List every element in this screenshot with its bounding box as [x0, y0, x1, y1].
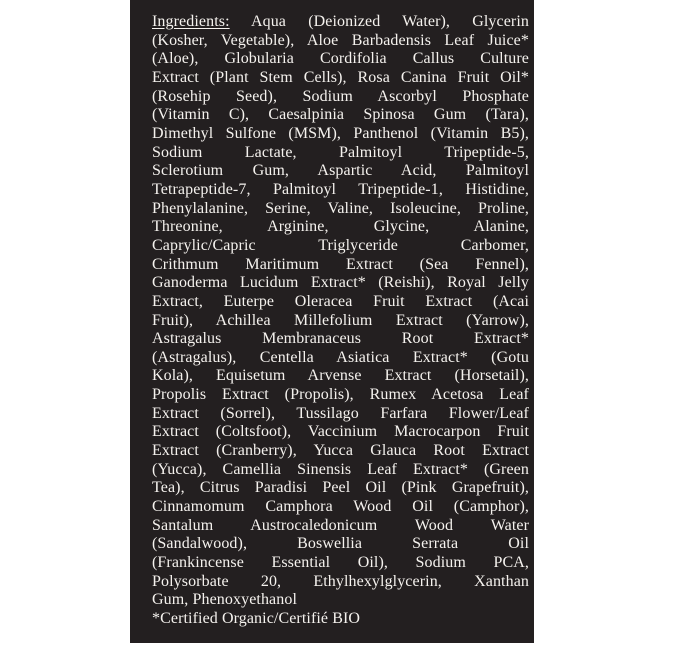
- ingredient-line: (Aloe), Globularia Cordifolia Callus Culture: [152, 50, 529, 68]
- ingredient-line: Gum, Phenoxyethanol: [152, 591, 297, 609]
- ingredient-line: (Vitamin C), Caesalpinia Spinosa Gum (Tara),: [152, 106, 529, 124]
- ingredient-line: (Yucca), Camellia Sinensis Leaf Extract* (Green: [152, 460, 529, 478]
- ingredient-line: Caprylic/Capric Triglyceride Carbomer,: [152, 236, 529, 254]
- ingredient-line: Tea), Citrus Paradisi Peel Oil (Pink Grapefruit),: [152, 479, 529, 497]
- ingredient-line: [152, 13, 529, 32]
- ingredient-line: Fruit), Achillea Millefolium Extract (Yarrow),: [152, 311, 529, 329]
- ingredient-line: Kola), Equisetum Arvense Extract (Horsetail),: [152, 367, 529, 385]
- ingredient-line: Tetrapeptide-7, Palmitoyl Tripeptide-1, Histidine,: [152, 180, 529, 198]
- ingredient-line: Extract (Coltsfoot), Vaccinium Macrocarpon Fruit: [152, 423, 529, 441]
- ingredient-line: Santalum Austrocaledonicum Wood Water: [152, 516, 529, 534]
- ingredient-line: (Astragalus), Centella Asiatica Extract* (Gotu: [152, 348, 529, 366]
- ingredient-line: Sodium Lactate, Palmitoyl Tripeptide-5,: [152, 143, 529, 161]
- ingredient-line: (Sandalwood), Boswellia Serrata Oil: [152, 535, 529, 553]
- ingredients-heading: Ingredients:: [152, 13, 230, 30]
- ingredient-line: Phenylalanine, Serine, Valine, Isoleucine, Proline,: [152, 199, 529, 217]
- ingredient-line: (Frankincense Essential Oil), Sodium PCA,: [152, 554, 529, 572]
- ingredients-label: [130, 0, 534, 643]
- certified-organic-note: *Certified Organic/Certifié BIO: [152, 610, 361, 627]
- ingredient-line: Crithmum Maritimum Extract (Sea Fennel),: [152, 255, 529, 273]
- ingredient-line: Propolis Extract (Propolis), Rumex Acetosa Leaf: [152, 386, 529, 404]
- ingredient-line: Cinnamomum Camphora Wood Oil (Camphor),: [152, 498, 529, 516]
- ingredient-line: (Kosher, Vegetable), Aloe Barbadensis Leaf Juice*: [152, 31, 529, 49]
- ingredient-line: Polysorbate 20, Ethylhexylglycerin, Xanthan: [152, 572, 529, 590]
- ingredient-line: Dimethyl Sulfone (MSM), Panthenol (Vitamin B5),: [152, 124, 529, 142]
- ingredient-line: Extract, Euterpe Oleracea Fruit Extract (Acai: [152, 292, 529, 310]
- ingredient-line: Sclerotium Gum, Aspartic Acid, Palmitoyl: [152, 162, 529, 180]
- ingredient-line: Ganoderma Lucidum Extract* (Reishi), Royal Jelly: [152, 274, 529, 292]
- ingredient-line: Threonine, Arginine, Glycine, Alanine,: [152, 218, 529, 236]
- ingredient-line-text: Aqua (Deionized Water), Glycerin: [250, 13, 530, 30]
- ingredient-line: Astragalus Membranaceus Root Extract*: [152, 330, 529, 348]
- ingredient-line: Extract (Sorrel), Tussilago Farfara Flower/Leaf: [152, 404, 529, 422]
- ingredient-line: Extract (Cranberry), Yucca Glauca Root Extract: [152, 442, 529, 460]
- ingredient-line: Extract (Plant Stem Cells), Rosa Canina Fruit Oil*: [152, 68, 529, 86]
- ingredient-line: (Rosehip Seed), Sodium Ascorbyl Phosphate: [152, 87, 529, 105]
